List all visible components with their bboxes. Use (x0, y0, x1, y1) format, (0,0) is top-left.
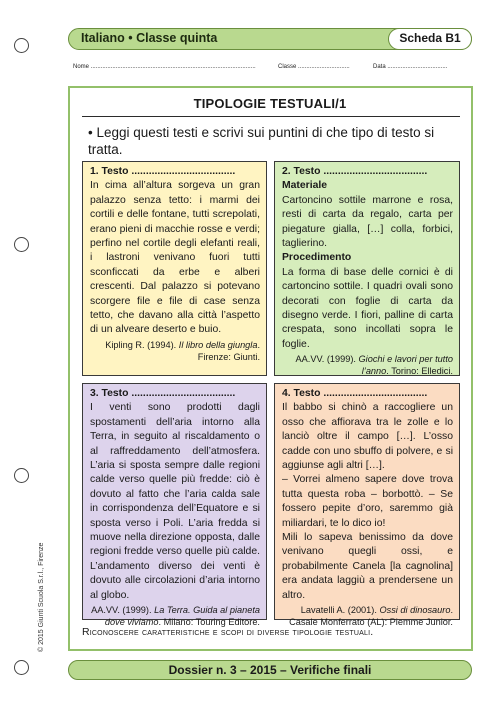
data-field[interactable]: Data .................................... (373, 64, 448, 70)
procedimento-label: Procedimento (282, 252, 352, 264)
box-heading[interactable]: 2. Testo .................................... (282, 166, 428, 177)
box-heading[interactable]: 1. Testo .................................... (90, 166, 236, 177)
procedimento-text: La forma di base delle cornici è di cartoncino sottile. I quadri ovali sono decorati con foglie di carta da disegno verde. I fiori, palline di carta crespata, sono incollati sopra le foglie. (282, 266, 453, 350)
box-heading[interactable]: 3. Testo .................................... (90, 388, 236, 399)
box-paragraph: In cima all’altura sorgeva un gran palazzo senza tetto: i marmi dei cortili e delle fontane, tutti screpolati, erano pieni di macchie rosse e verdi; perfino nel cortile degli elefanti reali, i lastroni venivano fuori tutti sconficcati da erbe e alberi crescenti. Dal palazzo si potevano scorgere file e file di case senza tetto, che davano alla città l’aspetto di un alveare deserto e buio. (90, 180, 260, 336)
box-source: AA.VV. (1999). Giochi e lavori per tutto l’anno. Torino: Elledici. (295, 354, 453, 377)
binder-hole-3 (14, 468, 29, 483)
box-paragraph: Mili lo sapeva benissimo da dove venivano quegli ossi, e probabilmente Canela [la cagnolina] era andata laggiù a prendersene un altro. (282, 532, 453, 601)
box-paragraph: – Vorrei almeno sapere dove trova tutta questa roba – borbottò. – Se fossero pepite d’oro, saremmo già miliardari, te lo dico io! (282, 474, 453, 529)
binder-hole-2 (14, 237, 29, 252)
binder-hole-4 (14, 660, 29, 675)
header-bar (68, 28, 472, 50)
box-source: Kipling R. (1994). Il libro della giungla. Firenze: Giunti. (105, 339, 260, 362)
scheda-label: Scheda B1 (388, 28, 472, 50)
binder-hole-1 (14, 38, 29, 53)
title-divider (82, 116, 460, 117)
text-box-3 (82, 383, 267, 628)
text-box-4 (274, 383, 460, 628)
copyright-note: © 2015 Giunti Scuola S.r.l., Firenze (38, 542, 45, 652)
box-heading[interactable]: 4. Testo .................................... (282, 388, 428, 399)
worksheet-title: TIPOLOGIE TESTUALI/1 (193, 96, 347, 111)
box-paragraph: I venti sono prodotti dagli spostamenti dell’aria intorno alla Terra, in seguito al riscaldamento o al raffreddamento dell’atmosfera. L’aria si sposta sempre dalle regioni calde verso quelle più fredde: ciò è dovuto al fatto che l’aria calda sale in corrispondenza dell’Equatore e si sposta verso i Poli. L’aria fredda si muove nella direzione opposta, dalle regioni fredde verso quelle più calde. L’andamento diverso dei venti è dovuto alle circolazioni d’aria intorno al globo. (90, 402, 260, 601)
materiale-text: Cartoncino sottile marrone e rosa, resti di carta da regalo, carta per piegature gialla, […] colla, forbici, taglierino. (282, 194, 453, 250)
box-source: AA.VV. (1999). La Terra. Guida al pianeta dove viviamo. Milano: Touring Editore. (91, 605, 260, 628)
materiale-label: Materiale (282, 180, 328, 192)
classe-field[interactable]: Classe ............................... (278, 64, 350, 70)
learning-objective: Riconoscere caratteristiche e scopi di diverse tipologie testuali. (82, 626, 374, 638)
box-paragraph: Il babbo si chinò a raccogliere un osso che affiorava tra le zolle e lo lanciò oltre il campo […]. L’osso cadde con uno sbuffo di polvere, e si aggiunse agli altri […]. (282, 402, 453, 472)
subject-title: Italiano • Classe quinta (81, 31, 218, 45)
student-fields (73, 64, 473, 76)
instruction-text: • Leggi questi testi e scrivi sui puntini di che tipo di testo si tratta. (88, 125, 435, 157)
text-box-2 (274, 161, 460, 376)
footer-bar: Dossier n. 3 – 2015 – Verifiche finali (68, 660, 472, 680)
nome-field[interactable]: Nome ................................................................................................... (73, 64, 256, 70)
box-source: Lavatelli A. (2001). Ossi di dinosauro. Casale Monferrato (AL): Piemme Junior. (289, 605, 453, 628)
text-box-1 (82, 161, 267, 376)
